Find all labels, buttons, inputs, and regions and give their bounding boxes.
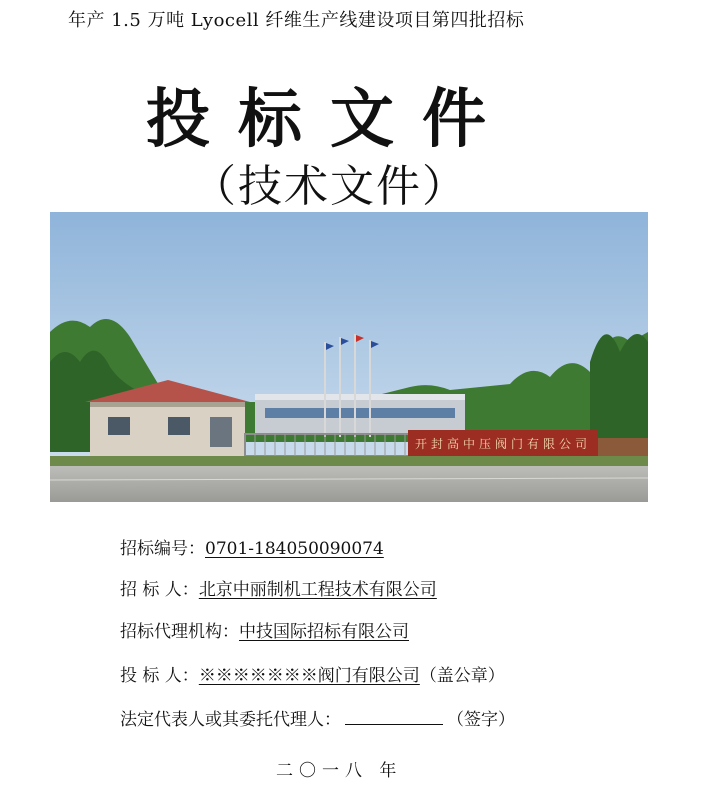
bidder-row xyxy=(120,667,505,685)
bid-number-label: 招标编号： xyxy=(120,539,205,559)
bid-number-value: 0701-184050090074 xyxy=(205,539,384,559)
agency-label: 招标代理机构： xyxy=(120,622,239,642)
signature-blank xyxy=(345,710,443,725)
representative-row xyxy=(120,710,515,729)
bidder-label: 投 标 人： xyxy=(120,666,199,686)
document-date: 二〇一八 年 xyxy=(276,761,403,781)
bid-number-row xyxy=(120,540,384,558)
document-subtitle: （技术文件） xyxy=(192,161,468,212)
tenderer-row xyxy=(120,581,437,599)
representative-sign-note: （签字） xyxy=(447,710,515,730)
tenderer-label: 招 标 人： xyxy=(120,580,199,600)
tenderer-value: 北京中丽制机工程技术有限公司 xyxy=(198,580,437,600)
representative-label: 法定代表人或其委托代理人： xyxy=(120,710,341,730)
document-title: 投标文件 xyxy=(146,83,514,157)
photo-sign-text: 开封高中压阀门有限公司 xyxy=(414,437,592,451)
bidder-seal-note: （盖公章） xyxy=(419,666,505,686)
agency-row xyxy=(120,623,409,641)
agency-value: 中技国际招标有限公司 xyxy=(239,622,409,642)
project-header: 年产 1.5 万吨 Lyocell 纤维生产线建设项目第四批招标 xyxy=(68,10,525,31)
factory-photo xyxy=(50,212,648,502)
bidder-value: ※※※※※※※阀门有限公司 xyxy=(198,666,420,686)
